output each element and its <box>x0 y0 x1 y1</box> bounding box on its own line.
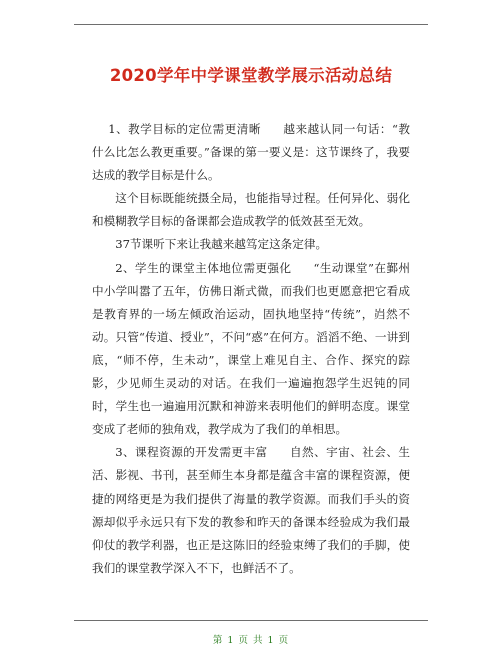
page-number: 第 1 页 共 1 页 <box>212 635 290 646</box>
paragraph-text: 这个目标既能统摄全局，也能指导过程。任何异化、弱化和模糊教学目标的备课都会造成教学的低效甚至无效。 <box>92 191 410 229</box>
footer-rule <box>74 620 428 621</box>
paragraph-2 <box>92 187 410 233</box>
paragraph-heading: 3、课程资源的开发需更丰富 <box>115 445 268 460</box>
paragraph-1 <box>92 118 410 187</box>
document-body <box>92 118 410 580</box>
paragraph-4 <box>92 257 410 442</box>
document-title: 2020学年中学课堂教学展示活动总结 <box>109 66 393 85</box>
paragraph-text: “生动课堂”在鄞州中小学叫嚣了五年，仿佛日渐式微，而我们也更愿意把它看成是教育界的一场左倾政治运动，固执地坚持“传统”，岿然不动。只管“传道、授业”，不问“惑”在何方。滔滔不绝、一讲到底，“师不停，生未动”，课堂上难见自主、合作、探究的踪影，少见师生灵动的对话。在我们一遍遍抱怨学生迟钝的同时，学生也一遍遍用沉默和神游来表明他们的鲜明态度。课堂变成了老师的独角戏，教学成为了我们的单相思。 <box>92 260 410 437</box>
header-rule <box>74 24 428 25</box>
paragraph-heading: 1、教学目标的定位需更清晰 <box>108 122 261 136</box>
paragraph-text: 自然、宇宙、社会、生活、影视、书刊，甚至师生本身都是蕴含丰富的课程资源，便捷的网络更是为我们提供了海量的教学资源。而我们手头的资源却似乎永远只有下发的教参和昨天的备课本经验成为我们最仰仗的教学利器，也正是这陈旧的经验束缚了我们的手脚，使我们的课堂教学深入不下，也鲜活不了。 <box>92 445 410 575</box>
paragraph-3 <box>92 233 410 256</box>
paragraph-5 <box>92 441 410 580</box>
paragraph-text: 越来越认同一句话：“教什么比怎么教更重要。”备课的第一要义是：这节课终了，我要达成的教学目标是什么。 <box>92 122 410 183</box>
paragraph-text: 37节课听下来让我越来越笃定这条定律。 <box>115 237 328 252</box>
paragraph-heading: 2、学生的课堂主体地位需更强化 <box>115 260 292 275</box>
